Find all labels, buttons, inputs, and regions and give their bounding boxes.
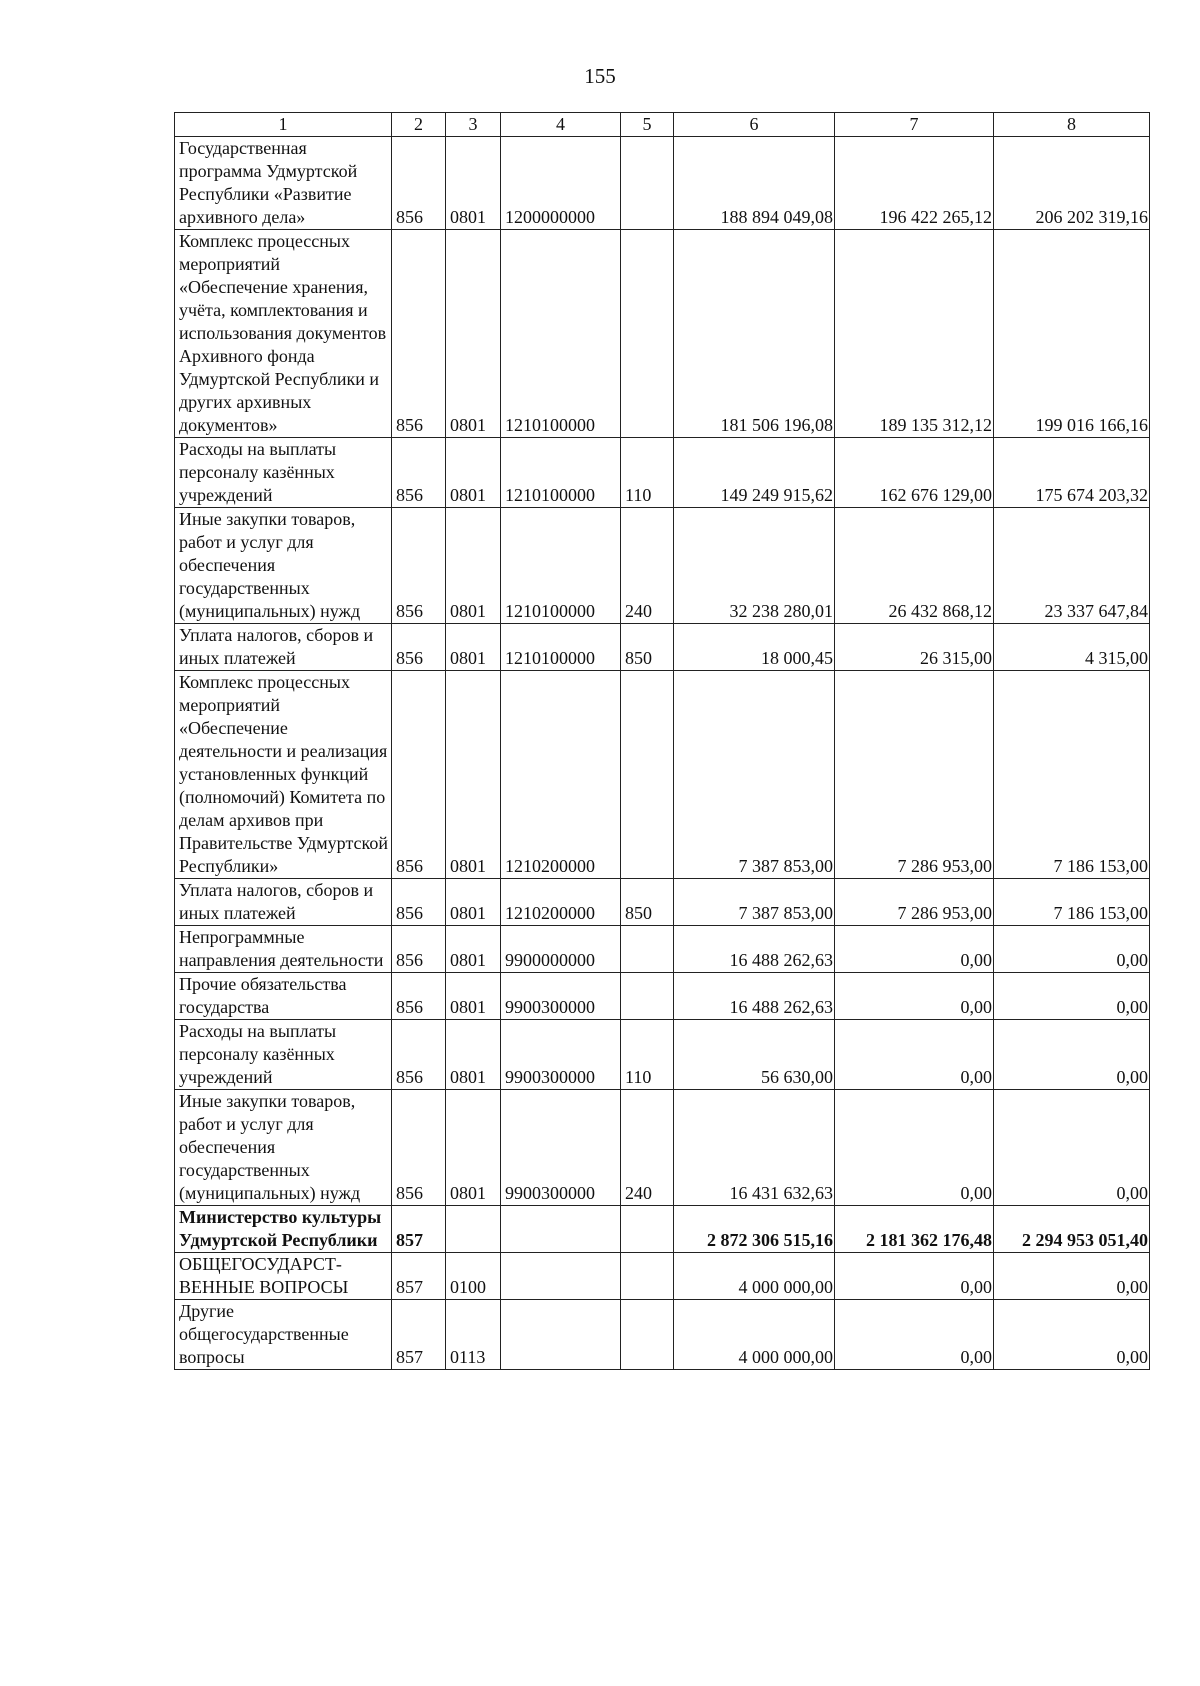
target-article-cell: 9900000000: [501, 926, 621, 973]
section-code-cell: 0801: [446, 973, 501, 1020]
amount-cell: 181 506 196,08: [674, 230, 835, 438]
target-article-cell: 1200000000: [501, 137, 621, 230]
amount-cell: 2 872 306 515,16: [674, 1206, 835, 1253]
amount-cell: 7 387 853,00: [674, 671, 835, 879]
item-name-cell: Прочие обязательства государства: [175, 973, 392, 1020]
expense-type-cell: 850: [621, 879, 674, 926]
table-row: [175, 671, 1150, 879]
amount-cell: 206 202 319,16: [994, 137, 1150, 230]
amount-cell: 0,00: [835, 1300, 994, 1370]
amount-cell: 0,00: [835, 1020, 994, 1090]
expense-type-cell: [621, 1206, 674, 1253]
target-article-cell: [501, 1253, 621, 1300]
expense-type-cell: 110: [621, 1020, 674, 1090]
table-row: [175, 230, 1150, 438]
expense-type-cell: 850: [621, 624, 674, 671]
ministry-code-cell: 856: [392, 671, 446, 879]
amount-cell: 149 249 915,62: [674, 438, 835, 508]
ministry-code-cell: 856: [392, 137, 446, 230]
table-row: [175, 926, 1150, 973]
section-code-cell: 0113: [446, 1300, 501, 1370]
table-row: [175, 1206, 1150, 1253]
expense-type-cell: [621, 230, 674, 438]
amount-cell: 189 135 312,12: [835, 230, 994, 438]
item-name-cell: Уплата налогов, сборов и иных платежей: [175, 624, 392, 671]
table-header-row: [175, 113, 1150, 137]
ministry-code-cell: 856: [392, 973, 446, 1020]
ministry-code-cell: 856: [392, 230, 446, 438]
item-name-cell: Государственная программа Удмуртской Республики «Развитие архивного дела»: [175, 137, 392, 230]
budget-table: [174, 112, 1150, 1370]
section-code-cell: 0801: [446, 1090, 501, 1206]
expense-type-cell: [621, 137, 674, 230]
table-row: [175, 508, 1150, 624]
section-code-cell: 0801: [446, 508, 501, 624]
item-name-cell: Непрограммные направления деятельности: [175, 926, 392, 973]
table-row: [175, 1090, 1150, 1206]
item-name-cell: Уплата налогов, сборов и иных платежей: [175, 879, 392, 926]
column-header: 2: [392, 113, 446, 137]
table-row: [175, 879, 1150, 926]
ministry-code-cell: 857: [392, 1206, 446, 1253]
amount-cell: 0,00: [835, 1253, 994, 1300]
amount-cell: 4 000 000,00: [674, 1300, 835, 1370]
item-name-cell: Министерство культуры Удмуртской Республики: [175, 1206, 392, 1253]
ministry-code-cell: 856: [392, 624, 446, 671]
amount-cell: 0,00: [994, 1253, 1150, 1300]
ministry-code-cell: 856: [392, 926, 446, 973]
column-header: 5: [621, 113, 674, 137]
amount-cell: 7 186 153,00: [994, 879, 1150, 926]
table-row: [175, 1300, 1150, 1370]
target-article-cell: 1210100000: [501, 438, 621, 508]
column-header: 4: [501, 113, 621, 137]
expense-type-cell: [621, 1253, 674, 1300]
item-name-cell: Иные закупки товаров, работ и услуг для обеспечения государственных (муниципальных) нужд: [175, 508, 392, 624]
amount-cell: 162 676 129,00: [835, 438, 994, 508]
section-code-cell: 0801: [446, 230, 501, 438]
amount-cell: 7 286 953,00: [835, 671, 994, 879]
ministry-code-cell: 856: [392, 438, 446, 508]
amount-cell: 0,00: [994, 926, 1150, 973]
table-row: [175, 624, 1150, 671]
amount-cell: 0,00: [994, 973, 1150, 1020]
amount-cell: 0,00: [835, 973, 994, 1020]
section-code-cell: 0100: [446, 1253, 501, 1300]
target-article-cell: 1210200000: [501, 671, 621, 879]
amount-cell: 56 630,00: [674, 1020, 835, 1090]
ministry-code-cell: 856: [392, 508, 446, 624]
item-name-cell: Другие общегосударственные вопросы: [175, 1300, 392, 1370]
ministry-code-cell: 857: [392, 1253, 446, 1300]
table-row: [175, 973, 1150, 1020]
section-code-cell: 0801: [446, 926, 501, 973]
expense-type-cell: 240: [621, 508, 674, 624]
column-header: 1: [175, 113, 392, 137]
target-article-cell: [501, 1206, 621, 1253]
section-code-cell: 0801: [446, 671, 501, 879]
item-name-cell: Расходы на выплаты персоналу казённых учреждений: [175, 1020, 392, 1090]
table-body: [175, 137, 1150, 1370]
table-row: [175, 137, 1150, 230]
expense-type-cell: [621, 1300, 674, 1370]
amount-cell: 26 315,00: [835, 624, 994, 671]
section-code-cell: 0801: [446, 137, 501, 230]
target-article-cell: 1210100000: [501, 230, 621, 438]
amount-cell: 16 431 632,63: [674, 1090, 835, 1206]
target-article-cell: 1210100000: [501, 624, 621, 671]
section-code-cell: 0801: [446, 1020, 501, 1090]
target-article-cell: 9900300000: [501, 1020, 621, 1090]
expense-type-cell: 240: [621, 1090, 674, 1206]
amount-cell: 4 315,00: [994, 624, 1150, 671]
amount-cell: 4 000 000,00: [674, 1253, 835, 1300]
table-row: [175, 438, 1150, 508]
amount-cell: 0,00: [994, 1090, 1150, 1206]
column-header: 3: [446, 113, 501, 137]
section-code-cell: 0801: [446, 438, 501, 508]
amount-cell: 196 422 265,12: [835, 137, 994, 230]
table-row: [175, 1020, 1150, 1090]
amount-cell: 0,00: [835, 926, 994, 973]
expense-type-cell: [621, 671, 674, 879]
column-header: 6: [674, 113, 835, 137]
amount-cell: 2 294 953 051,40: [994, 1206, 1150, 1253]
column-header: 7: [835, 113, 994, 137]
item-name-cell: Комплекс процессных мероприятий «Обеспечение деятельности и реализация установленных функций (полномочий) Комитета по делам архивов при Правительстве Удмуртской Республики»: [175, 671, 392, 879]
amount-cell: 0,00: [994, 1020, 1150, 1090]
target-article-cell: 1210200000: [501, 879, 621, 926]
section-code-cell: 0801: [446, 624, 501, 671]
target-article-cell: 9900300000: [501, 1090, 621, 1206]
amount-cell: 16 488 262,63: [674, 926, 835, 973]
expense-type-cell: [621, 926, 674, 973]
target-article-cell: 9900300000: [501, 973, 621, 1020]
item-name-cell: ОБЩЕГОСУДАРСТ-ВЕННЫЕ ВОПРОСЫ: [175, 1253, 392, 1300]
ministry-code-cell: 856: [392, 1020, 446, 1090]
item-name-cell: Иные закупки товаров, работ и услуг для обеспечения государственных (муниципальных) нужд: [175, 1090, 392, 1206]
amount-cell: 7 286 953,00: [835, 879, 994, 926]
amount-cell: 199 016 166,16: [994, 230, 1150, 438]
amount-cell: 16 488 262,63: [674, 973, 835, 1020]
target-article-cell: 1210100000: [501, 508, 621, 624]
section-code-cell: [446, 1206, 501, 1253]
amount-cell: 188 894 049,08: [674, 137, 835, 230]
ministry-code-cell: 857: [392, 1300, 446, 1370]
amount-cell: 0,00: [835, 1090, 994, 1206]
item-name-cell: Расходы на выплаты персоналу казённых учреждений: [175, 438, 392, 508]
amount-cell: 0,00: [994, 1300, 1150, 1370]
amount-cell: 2 181 362 176,48: [835, 1206, 994, 1253]
amount-cell: 7 186 153,00: [994, 671, 1150, 879]
amount-cell: 26 432 868,12: [835, 508, 994, 624]
amount-cell: 23 337 647,84: [994, 508, 1150, 624]
column-header: 8: [994, 113, 1150, 137]
amount-cell: 7 387 853,00: [674, 879, 835, 926]
amount-cell: 32 238 280,01: [674, 508, 835, 624]
item-name-cell: Комплекс процессных мероприятий «Обеспечение хранения, учёта, комплектования и использования документов Архивного фонда Удмуртской Республики и других архивных документов»: [175, 230, 392, 438]
ministry-code-cell: 856: [392, 879, 446, 926]
amount-cell: 18 000,45: [674, 624, 835, 671]
target-article-cell: [501, 1300, 621, 1370]
section-code-cell: 0801: [446, 879, 501, 926]
expense-type-cell: [621, 973, 674, 1020]
page-number: 155: [584, 64, 616, 88]
expense-type-cell: 110: [621, 438, 674, 508]
amount-cell: 175 674 203,32: [994, 438, 1150, 508]
ministry-code-cell: 856: [392, 1090, 446, 1206]
table-row: [175, 1253, 1150, 1300]
